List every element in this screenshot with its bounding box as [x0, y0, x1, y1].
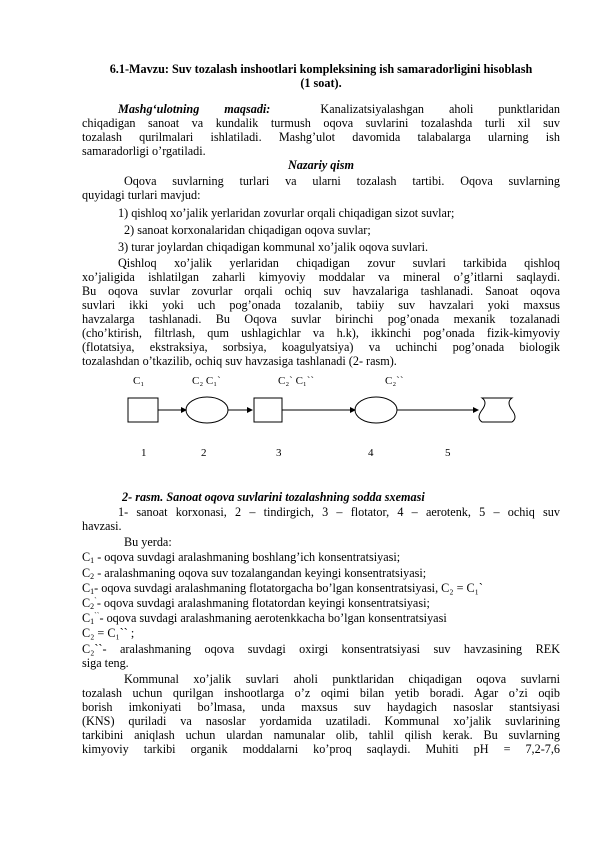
theory-heading: Nazariy qism — [287, 158, 355, 172]
theory-p1-line-2: quyidagi turlari mavjud: — [82, 188, 201, 202]
theory-p2-line: Bu oqova suvlar zovurlar orqali ochiq suv havzalariga tashlanadi. Sanoat oqova — [82, 284, 560, 298]
title-text: Suv tozalash inshootlari kompleksining ish samaradorligini hisoblash — [171, 62, 533, 76]
communal-line: tarkibini aniqlash uchun ulardan namunalar olib, tahlil qilish kerak. Bu suvlarning — [82, 728, 560, 742]
communal-line: kimyoviy tarkibi organik moddalarni ko’proq saqlaydi. Muhiti pH = 7,2-7,6 — [82, 742, 560, 756]
definition-item: $C_2$ - aralashmaning oqova suv tozalangandan keyingi konsentratsiyasi; — [82, 566, 427, 581]
theory-p2-line: tozalashdan o’tkazilib, ochiq suv havzasiga tashlanadi (2- rasm). — [82, 354, 397, 368]
number-2: 2 — [201, 447, 207, 459]
communal-line: borish imkoniyati bo’lmasa, unda maxsus suv haydagich nasoslar stantsiyasi — [82, 700, 560, 714]
enterprise-box — [128, 398, 158, 422]
theory-p2-line: Qishloq xo’jalik yerlaridan chiqadigan zovur suvlari tarkibida qishloq — [118, 256, 560, 270]
theory-p2-line: xo’jaligida ishlatilgan zaharli kimyoviy moddalar va mineral o’g’itlarni saqlaydi. — [82, 270, 560, 284]
theory-p2-line: havzalarga tashlanadi. Bu Oqova suvlar birinchi pog’onada mexanik tozalanadi — [82, 312, 560, 326]
number-3: 3 — [276, 447, 282, 459]
goal-line-1 — [118, 102, 560, 116]
label-c1: C₁ — [133, 375, 145, 387]
flotator-box — [254, 398, 282, 422]
definition-item: C₂ = C₁`` ; — [82, 626, 135, 640]
theory-p2-line: (flotatsiya, ekstraksiya, sorbsiya, koagulyatsiya) va uchinchi pog’onada biologik — [82, 340, 560, 354]
list-item: 3) turar joylardan chiqadigan kommunal xo’jalik oqova suvlari. — [118, 240, 429, 254]
list-item: 1) qishloq xo’jalik yerlaridan zovurlar orqali chiqadigan sizot suvlar; — [118, 206, 455, 220]
goal-line-3: tozalash qurilmalari ishlatiladi. Mashg’ulot davomida talabalarga ularning ish — [82, 130, 560, 144]
theory-p2-line: (cho’ktirish, filtrlash, qum ushlagichlar va h.k), ikkinchi pog’onada fizik-kimyoviy — [82, 326, 560, 340]
number-4: 4 — [368, 447, 374, 459]
definition-item: $C_1$ - oqova suvdagi aralashmaning boshlang’ich konsentratsiyasi; — [82, 550, 401, 565]
definition-last-line-2: siga teng. — [82, 656, 129, 670]
label-c2pp: C₂`` — [385, 375, 404, 387]
label-c2-c1p: C₂ C₁` — [192, 375, 221, 387]
communal-line: (KNS) quriladi va nasoslar yordamida uzatiladi. Kommunal xo’jalik suvlarining — [82, 714, 560, 728]
communal-line: tozalash uchun qurilgan inshootlarga o’z oqimi bilan yetib boradi. Agar o’zi oqib — [82, 686, 560, 700]
label-c2p-c1pp: C₂` C₁`` — [278, 375, 315, 387]
definitions-intro: Bu yerda: — [124, 535, 172, 549]
list-item: 2) sanoat korxonalaridan chiqadigan oqova suvlar; — [124, 223, 371, 237]
figure-legend-1: 1- sanoat korxonasi, 2 – tindirgich, 3 – flotator, 4 – aerotenk, 5 – ochiq suv — [118, 505, 560, 519]
goal-line-2: chiqadigan sanoat va kundalik turmush oqova suvlarini tozalashda turli xil suv — [82, 116, 560, 130]
aerotank-ellipse — [355, 397, 397, 423]
number-5: 5 — [445, 447, 451, 459]
goal-label: Mashg‘ulotning maqsadi: — [118, 102, 271, 116]
definition-last-line-1: C₂``- aralashmaning oqova suvdagi oxirgi konsentratsiyasi suv havzasining REK — [82, 642, 560, 656]
definition-item: $C_1-$ oqova suvdagi aralashmaning flotatorgacha bo’lgan konsentratsiyasi, C₂ = C₁` — [82, 581, 483, 596]
theory-p2-line: suvlari ikki yoki uch pog’onada tozalanib, tabiiy suv havzalari yoki maxsus — [82, 298, 560, 312]
title-number: 6.1-Mavzu: — [109, 62, 172, 76]
page-title — [82, 62, 560, 76]
goal-text-1: Kanalizatsiyalashgan aholi punktlaridan — [320, 102, 560, 116]
definition-item: $C_1^{``}-$ oqova suvdagi aralashmaning aerotenkkacha bo’lgan konsentratsiyasi — [82, 611, 447, 626]
theory-p1-line-1: Oqova suvlarning turlari va ularni tozalash tartibi. Oqova suvlarning — [124, 174, 560, 188]
goal-line-4: samaradorligi o’rgatiladi. — [82, 144, 206, 158]
settler-ellipse — [186, 397, 228, 423]
number-1: 1 — [141, 447, 147, 459]
figure-legend-2: havzasi. — [82, 519, 122, 533]
treatment-scheme-diagram — [0, 370, 596, 470]
figure-caption: 2- rasm. Sanoat oqova suvlarini tozalashning sodda sxemasi — [122, 490, 425, 504]
title-hours: (1 soat). — [300, 76, 342, 90]
water-body-shape — [479, 398, 515, 422]
definition-item: $C_2^`-$ oqova suvdagi aralashmaning flotatordan keyingi konsentratsiyasi; — [82, 596, 430, 611]
communal-line: Kommunal xo’jalik suvlari aholi punktlaridan chiqadigan oqova suvlarni — [124, 672, 560, 686]
